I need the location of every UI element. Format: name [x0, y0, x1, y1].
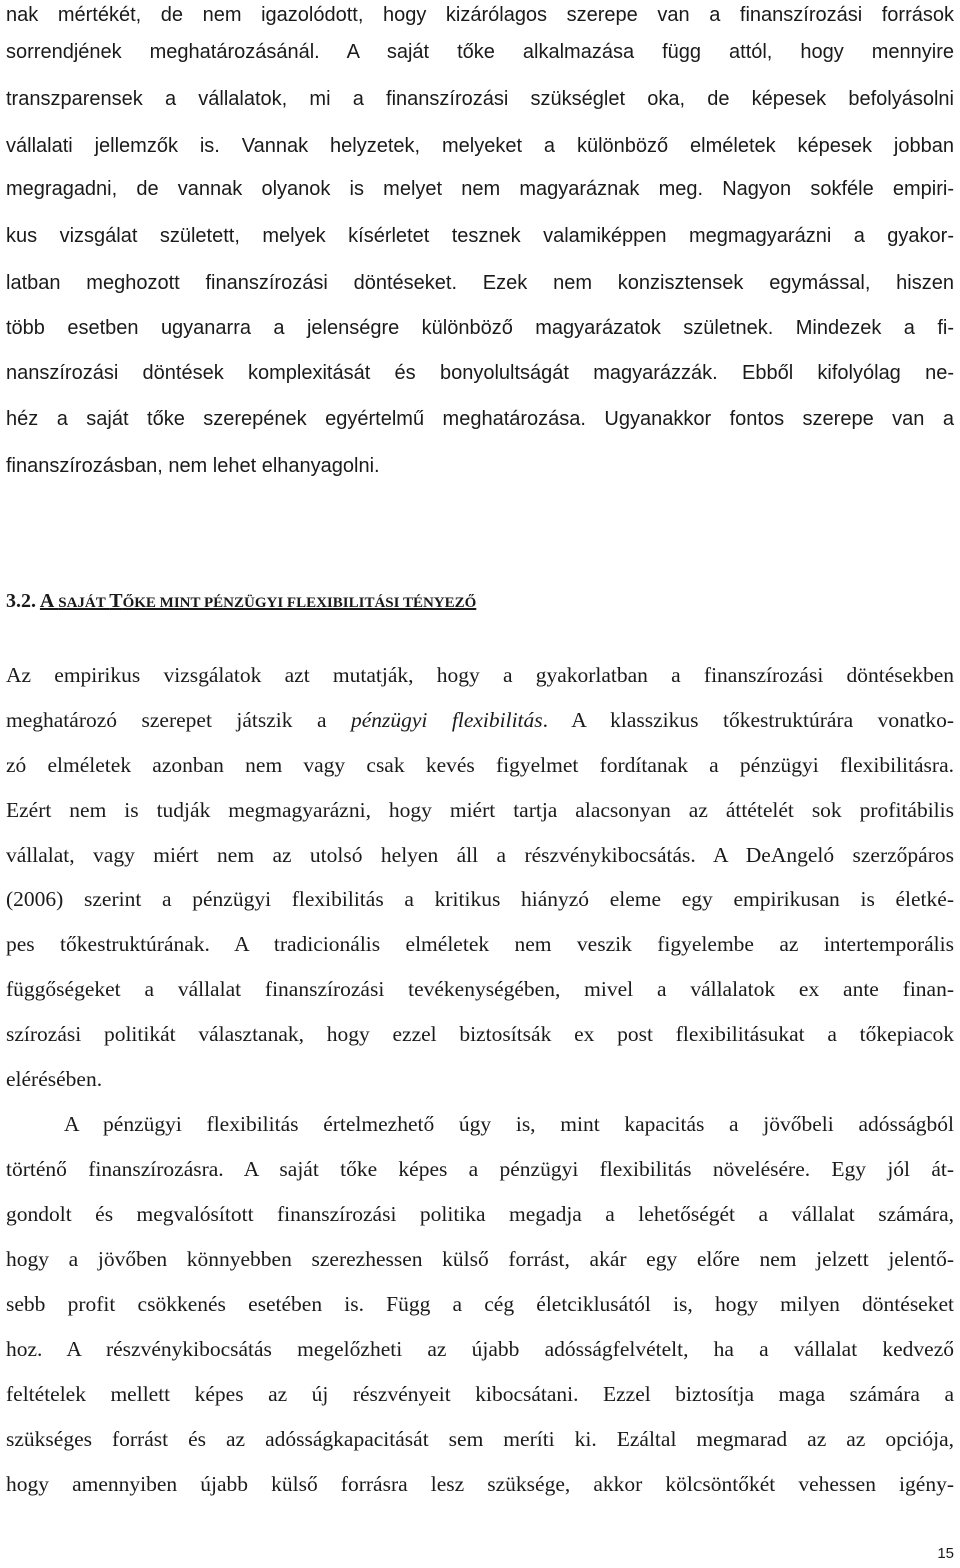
page-number: 15	[937, 1545, 954, 1562]
paragraph-line: finanszírozásban, nem lehet elhanyagolni.	[6, 455, 380, 477]
paragraph-line: zó elméletek azonban nem vagy csak kevés figyelmet fordítanak a pénzügyi flexibilitásra.	[6, 753, 954, 777]
paragraph-line: vállalati jellemzők is. Vannak helyzetek, melyeket a különböző elméletek képesek jobban	[6, 135, 954, 157]
paragraph-line: kus vizsgálat született, melyek kísérletet tesznek valamiképpen megmagyarázni a gyakor-	[6, 225, 954, 247]
paragraph-line: hogy a jövőben könnyebben szerezhessen külső forrást, akár egy előre nem jelzett jelentő-	[6, 1247, 954, 1271]
paragraph-line: szírozási politikát választanak, hogy ezzel biztosítsák ex post flexibilitásukat a tőkepiacok	[6, 1022, 954, 1046]
paragraph-line: függőségeket a vállalat finanszírozási tevékenységében, mivel a vállalatok ex ante finan-	[6, 977, 954, 1001]
paragraph-line: transzparensek a vállalatok, mi a finanszírozási szükséglet oka, de képesek befolyásolni	[6, 88, 954, 110]
paragraph-line: Az empirikus vizsgálatok azt mutatják, hogy a gyakorlatban a finanszírozási döntésekben	[6, 663, 954, 687]
paragraph-line: A pénzügyi flexibilitás értelmezhető úgy is, mint kapacitás a jövőbeli adósságból	[64, 1112, 954, 1136]
paragraph-line: latban meghozott finanszírozási döntéseket. Ezek nem konzisztensek egymással, hiszen	[6, 272, 954, 294]
paragraph-line: történő finanszírozásra. A saját tőke képes a pénzügyi flexibilitás növelésére. Egy jól át-	[6, 1157, 954, 1181]
paragraph-line: sorrendjének meghatározásánál. A saját tőke alkalmazása függ attól, hogy mennyire	[6, 41, 954, 63]
paragraph-line: több esetben ugyanarra a jelenségre különböző magyarázatok születnek. Mindezek a fi-	[6, 317, 954, 339]
paragraph-line: nak mértékét, de nem igazolódott, hogy kizárólagos szerepe van a finanszírozási források	[6, 4, 954, 26]
paragraph-line: elérésében.	[6, 1067, 103, 1091]
paragraph-line: szükséges forrást és az adósságkapacitását sem meríti ki. Ezáltal megmarad az az opciója,	[6, 1427, 954, 1451]
emphasis-term: pénzügyi flexibilitás	[350, 708, 543, 732]
paragraph-line: gondolt és megvalósított finanszírozási politika megadja a lehetőségét a vállalat számára,	[6, 1202, 954, 1226]
paragraph-line: meghatározó szerepet játszik a pénzügyi flexibilitás. A klasszikus tőkestruktúrára vonatko-	[6, 708, 954, 732]
paragraph-line: (2006) szerint a pénzügyi flexibilitás a kritikus hiányzó eleme egy empirikusan is életké-	[6, 887, 954, 911]
paragraph-line: megragadni, de vannak olyanok is melyet nem magyaráznak meg. Nagyon sokféle empiri-	[6, 178, 954, 200]
paragraph-line: Ezért nem is tudják megmagyarázni, hogy miért tartja alacsonyan az áttételét sok profitábilis	[6, 798, 954, 822]
paragraph-line: nanszírozási döntések komplexitását és bonyolultságát magyarázzák. Ebből kifolyólag ne-	[6, 362, 954, 384]
section-number: 3.2.	[6, 590, 36, 612]
paragraph-line: hogy amennyiben újabb külső forrásra lesz szüksége, akkor kölcsöntőkét vehessen igény-	[6, 1472, 954, 1496]
paragraph-line: vállalat, vagy miért nem az utolsó helyen áll a részvénykibocsátás. A DeAngeló szerzőpáros	[6, 843, 954, 867]
paragraph-line: pes tőkestruktúrának. A tradicionális elméletek nem veszik figyelembe az intertemporális	[6, 932, 954, 956]
paragraph-line: héz a saját tőke szerepének egyértelmű meghatározása. Ugyanakkor fontos szerepe van a	[6, 408, 954, 430]
section-title: A SAJÁT TŐKE MINT PÉNZÜGYI FLEXIBILITÁSI TÉNYEZŐ	[39, 590, 477, 612]
paragraph-line: hoz. A részvénykibocsátás megelőzheti az újabb adósságfelvételt, ha a vállalat kedvező	[6, 1337, 954, 1361]
paragraph-line: sebb profit csökkenés esetében is. Függ a cég életciklusától is, hogy milyen döntéseket	[6, 1292, 954, 1316]
section-heading	[6, 587, 476, 617]
paragraph-line: feltételek mellett képes az új részvényeit kibocsátani. Ezzel biztosítja maga számára a	[6, 1382, 954, 1406]
